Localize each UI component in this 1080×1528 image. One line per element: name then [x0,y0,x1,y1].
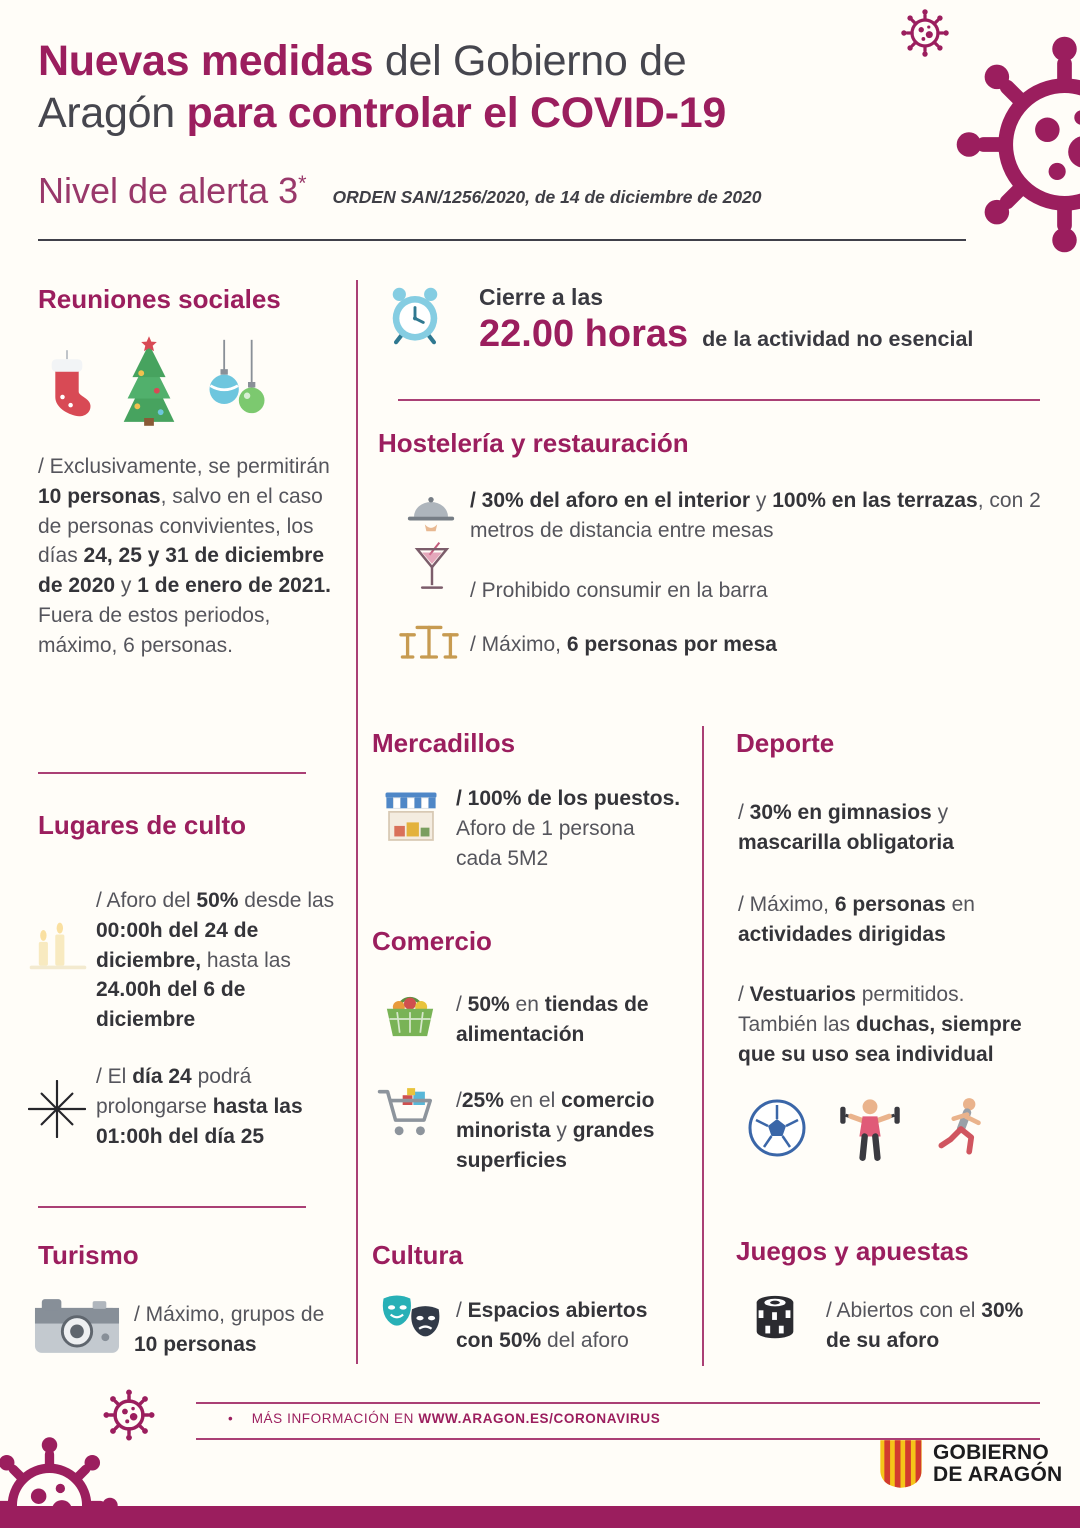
culto-item-text: / El día 24 podrá prolongarse hasta las 01:00h del día 25 [96,1065,303,1148]
weightlifting-icon [836,1094,904,1162]
logo-line2: DE ARAGÓN [933,1463,1063,1486]
bottom-bar [0,1506,1080,1528]
section-divider [38,1206,306,1208]
logo-text [933,1442,1062,1486]
hosteleria-item-text: / 30% del aforo en el interior y 100% en las terrazas, con 2 metros de distancia entre mesas [470,489,1041,542]
section-heading-mercadillos: Mercadillos [372,728,516,758]
section-heading-hosteleria: Hostelería y restauración [378,428,689,458]
section-divider [398,399,1040,401]
camera-icon [34,1296,120,1355]
section-heading-reuniones: Reuniones sociales [38,284,281,314]
poker-chips-icon [748,1288,802,1348]
shopping-cart-icon [376,1084,440,1142]
section-heading-deporte: Deporte [736,728,835,758]
sports-icons-row [746,1094,994,1162]
alert-level: Nivel de alerta 3* [38,170,307,211]
mercadillos-item-text: / 100% de los puestos. Aforo de 1 persona cada 5M2 [456,787,681,870]
running-icon [932,1095,994,1161]
page-title-line1: Nuevas medidas del Gobierno de [38,37,687,85]
soccer-ball-icon [746,1097,808,1159]
footer-bullet: • [228,1411,234,1426]
logo-line1: GOBIERNO [933,1440,1049,1464]
deporte-item-text: / Máximo, 6 personas en actividades dirigidas [738,893,975,946]
footer-info-url[interactable]: WWW.ARAGON.ES/CORONAVIRUS [418,1411,661,1426]
order-reference: ORDEN SAN/1256/2020, de 14 de diciembre de 2020 [332,187,762,207]
page-title-line2: Aragón para controlar el COVID-19 [38,88,726,137]
alert-asterisk: * [298,170,307,195]
closure-banner [479,284,973,356]
deporte-item-text: / Vestuarios permitidos. También las duchas, siempre que su uso sea individual [738,983,1022,1066]
footer-divider [196,1402,1040,1404]
vertical-divider [702,726,704,1366]
header-divider [38,239,966,241]
section-divider [38,772,306,774]
reuniones-text: / Exclusivamente, se permitirán 10 personas, salvo en el caso de personas convivientes, los días 24, 25 y 31 de diciembre de 2020 y 1 de enero de 2021. Fuera de estos periodos, máximo, 6 personas. [38,455,332,657]
market-stall-icon [382,790,440,846]
footer-info [228,1411,660,1426]
alarm-clock-icon [382,282,448,348]
footer-info-label: MÁS INFORMACIÓN EN [251,1411,414,1426]
section-heading-juegos: Juegos y apuestas [736,1236,969,1266]
closure-prefix: Cierre a las [479,284,604,310]
cocktail-icon [414,540,450,596]
section-heading-turismo: Turismo [38,1240,139,1270]
table-chairs-icon [398,618,460,662]
culto-item-text: / Aforo del 50% desde las 00:00h del 24 de diciembre, hasta las 24.00h del 6 de diciembre [96,889,335,1032]
deporte-item-text: / 30% en gimnasios y mascarilla obligatoria [738,801,954,854]
comercio-item-text: /25% en el comercio minorista y grandes superficies [456,1089,655,1172]
closure-time: 22.00 horas [479,313,689,355]
christmas-icons-row [40,336,270,426]
christmas-tree-icon [112,336,186,426]
food-basket-icon [380,986,440,1040]
aragon-shield-icon [878,1438,924,1490]
virus-icon [942,22,1080,267]
section-heading-comercio: Comercio [372,926,492,956]
section-heading-culto: Lugares de culto [38,810,247,840]
hosteleria-item-text: / Máximo, 6 personas por mesa [470,633,777,656]
star-icon [28,1080,86,1138]
baubles-icon [204,338,270,426]
section-heading-cultura: Cultura [372,1240,463,1270]
page-title [38,36,888,139]
comercio-item-text: / 50% en tiendas de alimentación [456,993,649,1046]
theater-masks-icon [380,1292,444,1346]
serving-tray-icon [404,490,458,534]
juegos-item-text: / Abiertos con el 30% de su aforo [826,1299,1024,1352]
closure-suffix: de la actividad no esencial [702,327,974,351]
gobierno-aragon-logo [878,1438,1062,1490]
candles-icon [26,918,90,973]
hosteleria-item-text: / Prohibido consumir en la barra [470,579,768,602]
cultura-item-text: / Espacios abiertos con 50% del aforo [456,1299,648,1352]
vertical-divider [356,280,358,1364]
turismo-item-text: / Máximo, grupos de 10 personas [134,1303,325,1356]
christmas-stocking-icon [40,350,94,426]
alert-row [38,170,762,212]
